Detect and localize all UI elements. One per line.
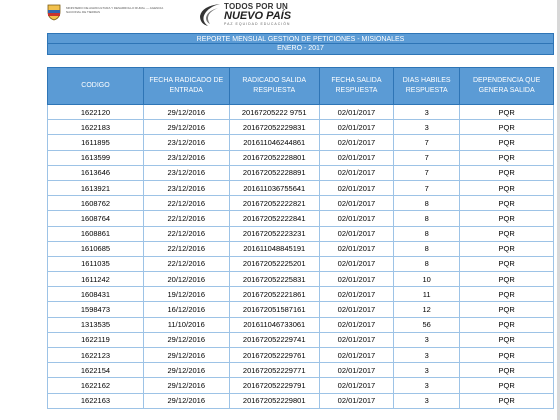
header-codigo: CODIGO [48,68,144,105]
cell-radicado-salida: 201672052222821 [229,196,319,211]
cell-codigo: 1611035 [48,256,144,271]
table-row [48,105,554,120]
cell-fecha-radicado: 22/12/2016 [143,211,229,226]
cell-dependencia: PQR [460,105,554,120]
cell-fecha-salida: 02/01/2017 [319,226,393,241]
cell-dependencia: PQR [460,211,554,226]
cell-dias-habiles: 10 [394,272,460,287]
cell-dias-habiles: 8 [394,211,460,226]
table-row [48,378,554,393]
cell-radicado-salida: 201672052222841 [229,211,319,226]
cell-dependencia: PQR [460,226,554,241]
cell-fecha-salida: 02/01/2017 [319,272,393,287]
cell-radicado-salida: 201672052228801 [229,150,319,165]
cell-fecha-radicado: 22/12/2016 [143,196,229,211]
header-radicado-salida: RADICADO SALIDA RESPUESTA [229,68,319,105]
cell-radicado-salida: 201611046244861 [229,135,319,150]
cell-fecha-radicado: 29/12/2016 [143,120,229,135]
cell-fecha-radicado: 29/12/2016 [143,363,229,378]
cell-radicado-salida: 201672052229741 [229,332,319,347]
table-row [48,120,554,135]
cell-radicado-salida: 201611036755641 [229,180,319,195]
cell-fecha-radicado: 29/12/2016 [143,105,229,120]
cell-radicado-salida: 201672052221861 [229,287,319,302]
cell-radicado-salida: 201672052229831 [229,120,319,135]
table-row [48,317,554,332]
table-row [48,272,554,287]
cell-fecha-salida: 02/01/2017 [319,241,393,256]
cell-codigo: 1608861 [48,226,144,241]
cell-fecha-salida: 02/01/2017 [319,120,393,135]
table-row [48,150,554,165]
cell-dependencia: PQR [460,165,554,180]
cell-dias-habiles: 3 [394,332,460,347]
cell-codigo: 1622162 [48,378,144,393]
cell-codigo: 1608764 [48,211,144,226]
cell-codigo: 1608762 [48,196,144,211]
cell-codigo: 1613921 [48,180,144,195]
cell-codigo: 1622120 [48,105,144,120]
cell-codigo: 1622154 [48,363,144,378]
cell-radicado-salida: 201611048845191 [229,241,319,256]
cell-radicado-salida: 201672052229801 [229,393,319,408]
cell-dependencia: PQR [460,241,554,256]
cell-dias-habiles: 3 [394,393,460,408]
cell-dependencia: PQR [460,272,554,287]
table-row [48,393,554,408]
table-row [48,256,554,271]
cell-codigo: 1598473 [48,302,144,317]
cell-radicado-salida: 201611046733061 [229,317,319,332]
cell-codigo: 1622119 [48,332,144,347]
cell-codigo: 1611242 [48,272,144,287]
cell-radicado-salida: 201672051587161 [229,302,319,317]
cell-fecha-radicado: 23/12/2016 [143,165,229,180]
table-body [48,105,554,409]
cell-dias-habiles: 8 [394,226,460,241]
table-row [48,287,554,302]
table-row [48,180,554,195]
cell-fecha-radicado: 29/12/2016 [143,378,229,393]
table-row [48,196,554,211]
cell-dias-habiles: 8 [394,241,460,256]
report-table [47,67,554,409]
cell-dependencia: PQR [460,332,554,347]
slogan-line-1: TODOS POR UN [224,2,289,11]
cell-dias-habiles: 11 [394,287,460,302]
cell-codigo: 1610685 [48,241,144,256]
table-row [48,363,554,378]
cell-codigo: 1622163 [48,393,144,408]
cell-fecha-radicado: 22/12/2016 [143,241,229,256]
cell-dias-habiles: 7 [394,150,460,165]
cell-dependencia: PQR [460,256,554,271]
cell-codigo: 1622123 [48,348,144,363]
cell-fecha-radicado: 23/12/2016 [143,150,229,165]
slogan-line-3: PAZ EQUIDAD EDUCACIÓN [224,22,291,26]
cell-dias-habiles: 7 [394,135,460,150]
report-period: ENERO - 2017 [47,44,554,55]
cell-fecha-salida: 02/01/2017 [319,363,393,378]
cell-fecha-radicado: 20/12/2016 [143,272,229,287]
cell-dependencia: PQR [460,317,554,332]
cell-dias-habiles: 56 [394,317,460,332]
cell-fecha-salida: 02/01/2017 [319,196,393,211]
table-row [48,165,554,180]
cell-radicado-salida: 201672052225831 [229,272,319,287]
cell-fecha-salida: 02/01/2017 [319,348,393,363]
header-logos [46,2,406,28]
cell-fecha-radicado: 23/12/2016 [143,135,229,150]
cell-fecha-salida: 02/01/2017 [319,317,393,332]
cell-dias-habiles: 3 [394,378,460,393]
cell-radicado-salida: 20167205222 9751 [229,105,319,120]
table-row [48,302,554,317]
cell-radicado-salida: 201672052229791 [229,378,319,393]
cell-dependencia: PQR [460,196,554,211]
slogan-line-2: NUEVO PAÍS [224,10,292,22]
cell-fecha-salida: 02/01/2017 [319,302,393,317]
cell-radicado-salida: 201672052229761 [229,348,319,363]
cell-codigo: 1313535 [48,317,144,332]
coat-of-arms-icon [46,3,62,21]
table-row [48,332,554,347]
cell-fecha-radicado: 11/10/2016 [143,317,229,332]
cell-fecha-salida: 02/01/2017 [319,332,393,347]
cell-fecha-radicado: 29/12/2016 [143,332,229,347]
table-header-row [48,68,554,105]
cell-dias-habiles: 8 [394,256,460,271]
table-row [48,241,554,256]
cell-radicado-salida: 201672052225201 [229,256,319,271]
cell-fecha-salida: 02/01/2017 [319,165,393,180]
cell-dependencia: PQR [460,378,554,393]
cell-fecha-salida: 02/01/2017 [319,287,393,302]
ministry-text: MINISTERIO DE AGRICULTURA Y DESARROLLO RURAL — AGENCIA NACIONAL DE TIERRAS [66,6,164,14]
cell-dias-habiles: 3 [394,120,460,135]
cell-radicado-salida: 201672052223231 [229,226,319,241]
table-row [48,348,554,363]
cell-fecha-salida: 02/01/2017 [319,378,393,393]
cell-dependencia: PQR [460,348,554,363]
cell-dias-habiles: 8 [394,196,460,211]
report-title: REPORTE MENSUAL GESTION DE PETICIONES - MISIONALES [47,33,554,44]
cell-fecha-salida: 02/01/2017 [319,211,393,226]
table-row [48,211,554,226]
cell-fecha-salida: 02/01/2017 [319,256,393,271]
cell-dias-habiles: 3 [394,363,460,378]
cell-dependencia: PQR [460,363,554,378]
cell-dependencia: PQR [460,180,554,195]
cell-fecha-salida: 02/01/2017 [319,150,393,165]
cell-dependencia: PQR [460,120,554,135]
cell-fecha-radicado: 22/12/2016 [143,226,229,241]
table-row [48,226,554,241]
cell-fecha-radicado: 29/12/2016 [143,348,229,363]
government-logo-icon [194,2,224,28]
cell-dependencia: PQR [460,287,554,302]
header-fecha-salida: FECHA SALIDA RESPUESTA [319,68,393,105]
cell-radicado-salida: 201672052229771 [229,363,319,378]
cell-dias-habiles: 7 [394,180,460,195]
cell-dependencia: PQR [460,393,554,408]
cell-dias-habiles: 12 [394,302,460,317]
cell-fecha-salida: 02/01/2017 [319,135,393,150]
cell-fecha-salida: 02/01/2017 [319,180,393,195]
table-row [48,135,554,150]
cell-codigo: 1611895 [48,135,144,150]
cell-dias-habiles: 3 [394,105,460,120]
cell-fecha-radicado: 22/12/2016 [143,256,229,271]
cell-dependencia: PQR [460,150,554,165]
cell-dependencia: PQR [460,302,554,317]
cell-fecha-salida: 02/01/2017 [319,105,393,120]
cell-codigo: 1622183 [48,120,144,135]
cell-codigo: 1608431 [48,287,144,302]
header-fecha-radicado: FECHA RADICADO DE ENTRADA [143,68,229,105]
cell-fecha-salida: 02/01/2017 [319,393,393,408]
header-dependencia: DEPENDENCIA QUE GENERA SALIDA [460,68,554,105]
cell-codigo: 1613646 [48,165,144,180]
cell-codigo: 1613599 [48,150,144,165]
cell-radicado-salida: 201672052228891 [229,165,319,180]
cell-dependencia: PQR [460,135,554,150]
cell-fecha-radicado: 29/12/2016 [143,393,229,408]
header-dias-habiles: DIAS HABILES RESPUESTA [394,68,460,105]
cell-fecha-radicado: 19/12/2016 [143,287,229,302]
slogan [224,2,291,27]
cell-dias-habiles: 7 [394,165,460,180]
cell-fecha-radicado: 23/12/2016 [143,180,229,195]
cell-fecha-radicado: 16/12/2016 [143,302,229,317]
cell-dias-habiles: 3 [394,348,460,363]
